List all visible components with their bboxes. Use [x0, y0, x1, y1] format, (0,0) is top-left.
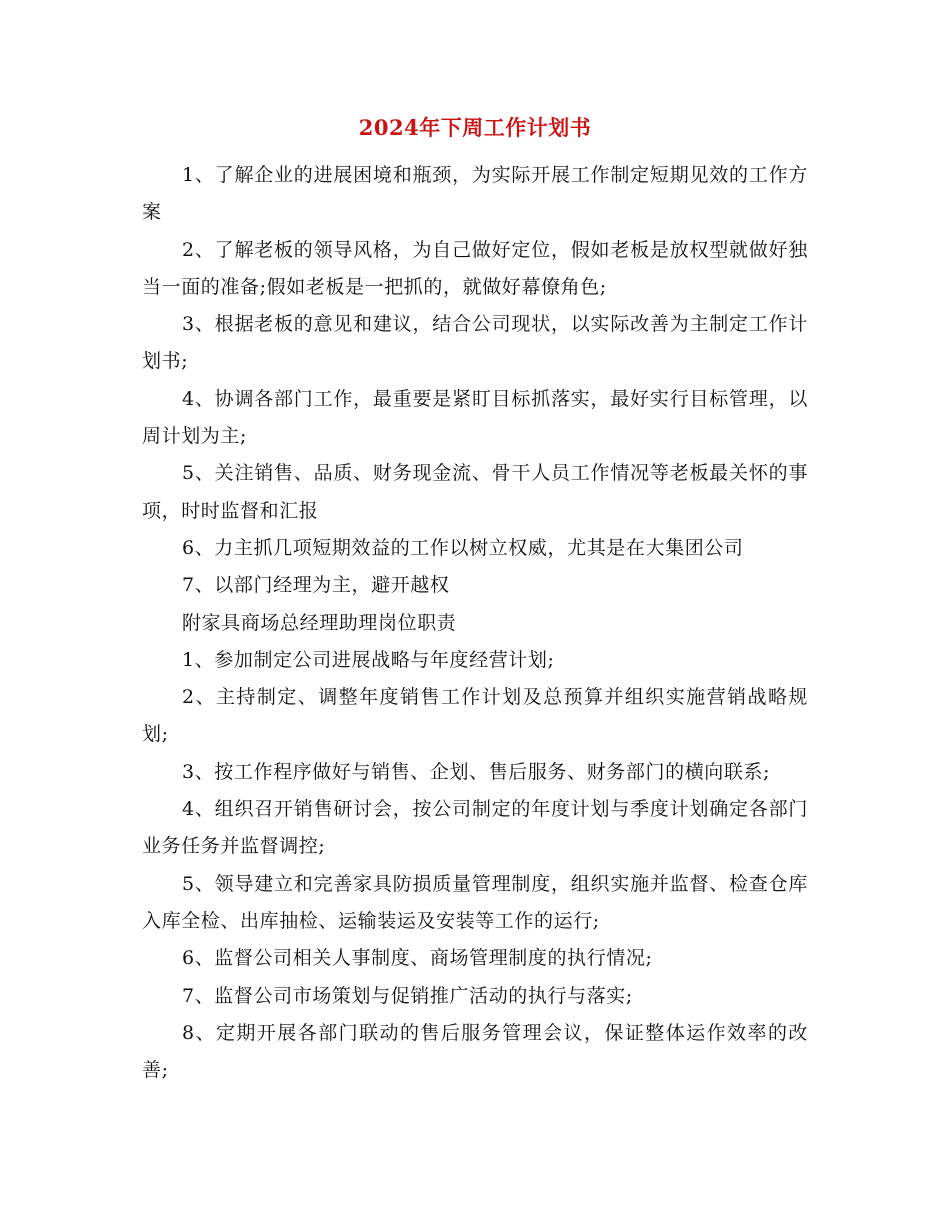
- paragraph-7: 7、以部门经理为主，避开越权: [182, 574, 450, 597]
- duty-1: 1、参加制定公司进展战略与年度经营计划;: [182, 648, 555, 671]
- duty-5: 5、领导建立和完善家具防损质量管理制度，组织实施并监督、检查仓库入库全检、出库抽检、运输装运及安装等工作的运行;: [142, 872, 808, 932]
- paragraph-1: 1、了解企业的进展困境和瓶颈，为实际开展工作制定短期见效的工作方案: [142, 164, 808, 224]
- duty-8: 8、定期开展各部门联动的售后服务管理会议，保证整体运作效率的改善;: [142, 1021, 808, 1082]
- paragraph-2: 2、了解老板的领导风格，为自己做好定位，假如老板是放权型就做好独当一面的准备;假如老板是一把抓的，就做好幕僚角色;: [142, 238, 808, 298]
- duty-2: 2、主持制定、调整年度销售工作计划及总预算并组织实施营销战略规划;: [142, 686, 808, 746]
- duty-7: 7、监督公司市场策划与促销推广活动的执行与落实;: [182, 984, 633, 1007]
- document-body: [142, 157, 808, 1089]
- page-title: 2024年下周工作计划书: [358, 115, 592, 140]
- paragraph-3: 3、根据老板的意见和建议，结合公司现状，以实际改善为主制定工作计划书;: [142, 313, 808, 373]
- paragraph-4: 4、协调各部门工作，最重要是紧盯目标抓落实，最好实行目标管理，以周计划为主;: [142, 387, 808, 448]
- duty-4: 4、组织召开销售研讨会，按公司制定的年度计划与季度计划确定各部门业务任务并监督调控;: [142, 798, 808, 858]
- duty-6: 6、监督公司相关人事制度、商场管理制度的执行情况;: [182, 947, 653, 970]
- paragraph-6: 6、力主抓几项短期效益的工作以树立权威，尤其是在大集团公司: [182, 536, 744, 559]
- duty-3: 3、按工作程序做好与销售、企划、售后服务、财务部门的横向联系;: [182, 760, 771, 783]
- paragraph-5: 5、关注销售、品质、财务现金流、骨干人员工作情况等老板最关怀的事项，时时监督和汇报: [142, 462, 808, 522]
- section-heading: 附家具商场总经理助理岗位职责: [182, 611, 457, 634]
